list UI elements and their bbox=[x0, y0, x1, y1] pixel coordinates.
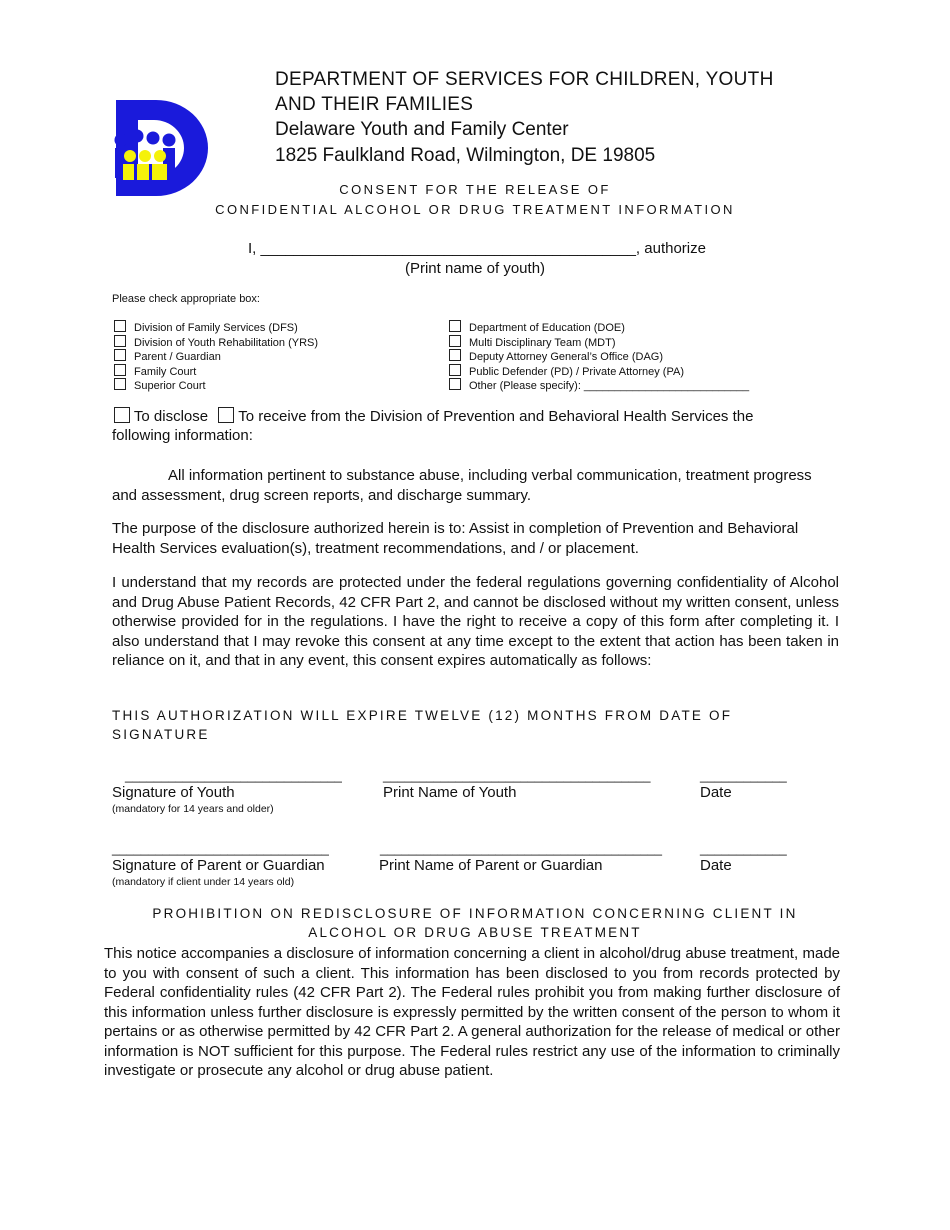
expiration-line2: SIGNATURE bbox=[112, 727, 210, 742]
information-paragraph: All information pertinent to substance abuse, including verbal communication, treatment progress and assessment, drug screen reports, and discharge summary. bbox=[112, 467, 812, 504]
agency-label: Family Court bbox=[134, 365, 197, 378]
youth-print-name-label: Print Name of Youth bbox=[383, 784, 517, 801]
youth-signature-field[interactable]: ______________________________ bbox=[125, 768, 342, 783]
disclose-label: To disclose bbox=[133, 408, 209, 425]
checkbox[interactable] bbox=[449, 378, 461, 390]
agency-label: Parent / Guardian bbox=[134, 351, 221, 363]
authorize-prefix: I, bbox=[248, 240, 261, 257]
agency-list-right bbox=[449, 320, 749, 393]
agency-label: Multi Disciplinary Team (MDT) bbox=[469, 336, 616, 349]
checkbox[interactable] bbox=[114, 335, 126, 347]
prohibition-title-line2: ALCOHOL OR DRUG ABUSE TREATMENT bbox=[308, 925, 642, 940]
agency-label: Superior Court bbox=[134, 380, 206, 392]
checkbox[interactable] bbox=[114, 364, 126, 376]
parent-signature-note: (mandatory if client under 14 years old) bbox=[112, 876, 295, 888]
agency-label: Department of Education (DOE) bbox=[469, 322, 625, 334]
parent-print-name-field[interactable]: _______________________________________ bbox=[380, 841, 662, 856]
authorize-line bbox=[248, 240, 706, 257]
form-title-line1: CONSENT FOR THE RELEASE OF bbox=[339, 182, 611, 197]
disclose-options bbox=[114, 407, 753, 425]
rights-paragraph: I understand that my records are protected under the federal regulations governing confidentiality of Alcohol and Drug Abuse Patient Records, 42 CFR Part 2, and cannot be disclosed without my written consent, unless otherwise provided for in the regulations. I have the right to receive a copy of this form after completing it. I also understand that I may revoke this consent at any time except to the extent that action has been taken in reliance on it, and that in any event, this consent expires automatically as follows: bbox=[112, 574, 839, 669]
agency-label: Public Defender (PD) / Private Attorney (PA) bbox=[469, 365, 684, 378]
agency-label: Other (Please specify): ___________________________ bbox=[469, 380, 750, 392]
agency-option-family-court[interactable] bbox=[114, 364, 318, 379]
agency-option-other[interactable] bbox=[449, 378, 749, 393]
header-center-name: Delaware Youth and Family Center bbox=[275, 119, 569, 140]
checkbox[interactable] bbox=[114, 349, 126, 361]
disclose-checkbox[interactable] bbox=[114, 407, 130, 423]
agency-label: Division of Family Services (DFS) bbox=[134, 322, 298, 334]
prohibition-title-line1: PROHIBITION ON REDISCLOSURE OF INFORMATION CONCERNING CLIENT IN bbox=[152, 906, 798, 921]
checkbox[interactable] bbox=[449, 364, 461, 376]
agency-option-superior-court[interactable] bbox=[114, 378, 318, 393]
authorize-suffix: , authorize bbox=[635, 240, 706, 257]
parent-signature-label: Signature of Parent or Guardian bbox=[112, 857, 325, 874]
agency-list-left bbox=[114, 320, 318, 393]
disclose-continuation: following information: bbox=[112, 427, 253, 444]
agency-option-yrs[interactable] bbox=[114, 335, 318, 350]
header-address: 1825 Faulkland Road, Wilmington, DE 19805 bbox=[275, 145, 656, 166]
header-department: DEPARTMENT OF SERVICES FOR CHILDREN, YOUTH bbox=[275, 69, 774, 90]
checkbox[interactable] bbox=[449, 349, 461, 361]
expiration-line1: THIS AUTHORIZATION WILL EXPIRE TWELVE (12) MONTHS FROM DATE OF bbox=[112, 708, 733, 723]
youth-date-field[interactable]: ____________ bbox=[700, 768, 787, 783]
checkbox[interactable] bbox=[114, 320, 126, 332]
youth-name-field[interactable]: _____________________________________________ bbox=[260, 240, 636, 257]
youth-print-name-field[interactable]: _____________________________________ bbox=[383, 768, 651, 783]
youth-signature-note: (mandatory for 14 years and older) bbox=[112, 803, 274, 815]
receive-checkbox[interactable] bbox=[218, 407, 234, 423]
check-instruction: Please check appropriate box: bbox=[112, 293, 260, 305]
receive-label: To receive from the Division of Prevention and Behavioral Health Services the bbox=[238, 408, 754, 425]
parent-signature-field[interactable]: ______________________________ bbox=[112, 841, 329, 856]
parent-date-field[interactable]: ____________ bbox=[700, 841, 787, 856]
youth-signature-label: Signature of Youth bbox=[112, 784, 235, 801]
youth-date-label: Date bbox=[700, 784, 732, 801]
form-title-line2: CONFIDENTIAL ALCOHOL OR DRUG TREATMENT INFORMATION bbox=[215, 202, 735, 217]
checkbox[interactable] bbox=[449, 335, 461, 347]
checkbox[interactable] bbox=[114, 378, 126, 390]
prohibition-body: This notice accompanies a disclosure of information concerning a client in alcohol/drug abuse treatment, made to you with consent of such a client. This information has been disclosed to you from records protected by Federal confidentiality rules (42 CFR Part 2). The Federal rules prohibit you from making further disclosure of this information unless further disclosure is expressly permitted by the written consent of the person to whom it pertains or as otherwise permitted by 42 CFR Part 2. A general authorization for the release of medical or other information is NOT sufficient for this purpose. The Federal rules restrict any use of the information to criminally investigate or prosecute any alcohol or drug abuse patient. bbox=[104, 945, 840, 1079]
agency-option-pd-pa[interactable] bbox=[449, 364, 749, 379]
parent-date-label: Date bbox=[700, 857, 732, 874]
agency-option-doe[interactable] bbox=[449, 320, 749, 335]
youth-name-caption: (Print name of youth) bbox=[404, 260, 546, 277]
agency-label: Deputy Attorney General’s Office (DAG) bbox=[469, 351, 664, 363]
agency-label: Division of Youth Rehabilitation (YRS) bbox=[134, 336, 319, 349]
agency-option-mdt[interactable] bbox=[449, 335, 749, 350]
agency-option-dfs[interactable] bbox=[114, 320, 318, 335]
parent-print-name-label: Print Name of Parent or Guardian bbox=[379, 857, 603, 874]
header-department-cont: AND THEIR FAMILIES bbox=[275, 94, 474, 115]
agency-option-parent-guardian[interactable] bbox=[114, 349, 318, 364]
purpose-paragraph: The purpose of the disclosure authorized herein is to: Assist in completion of Prevention and Behavioral Health Services evaluation(s), treatment recommendations, and / or placement. bbox=[112, 520, 799, 557]
agency-option-dag[interactable] bbox=[449, 349, 749, 364]
checkbox[interactable] bbox=[449, 320, 461, 332]
